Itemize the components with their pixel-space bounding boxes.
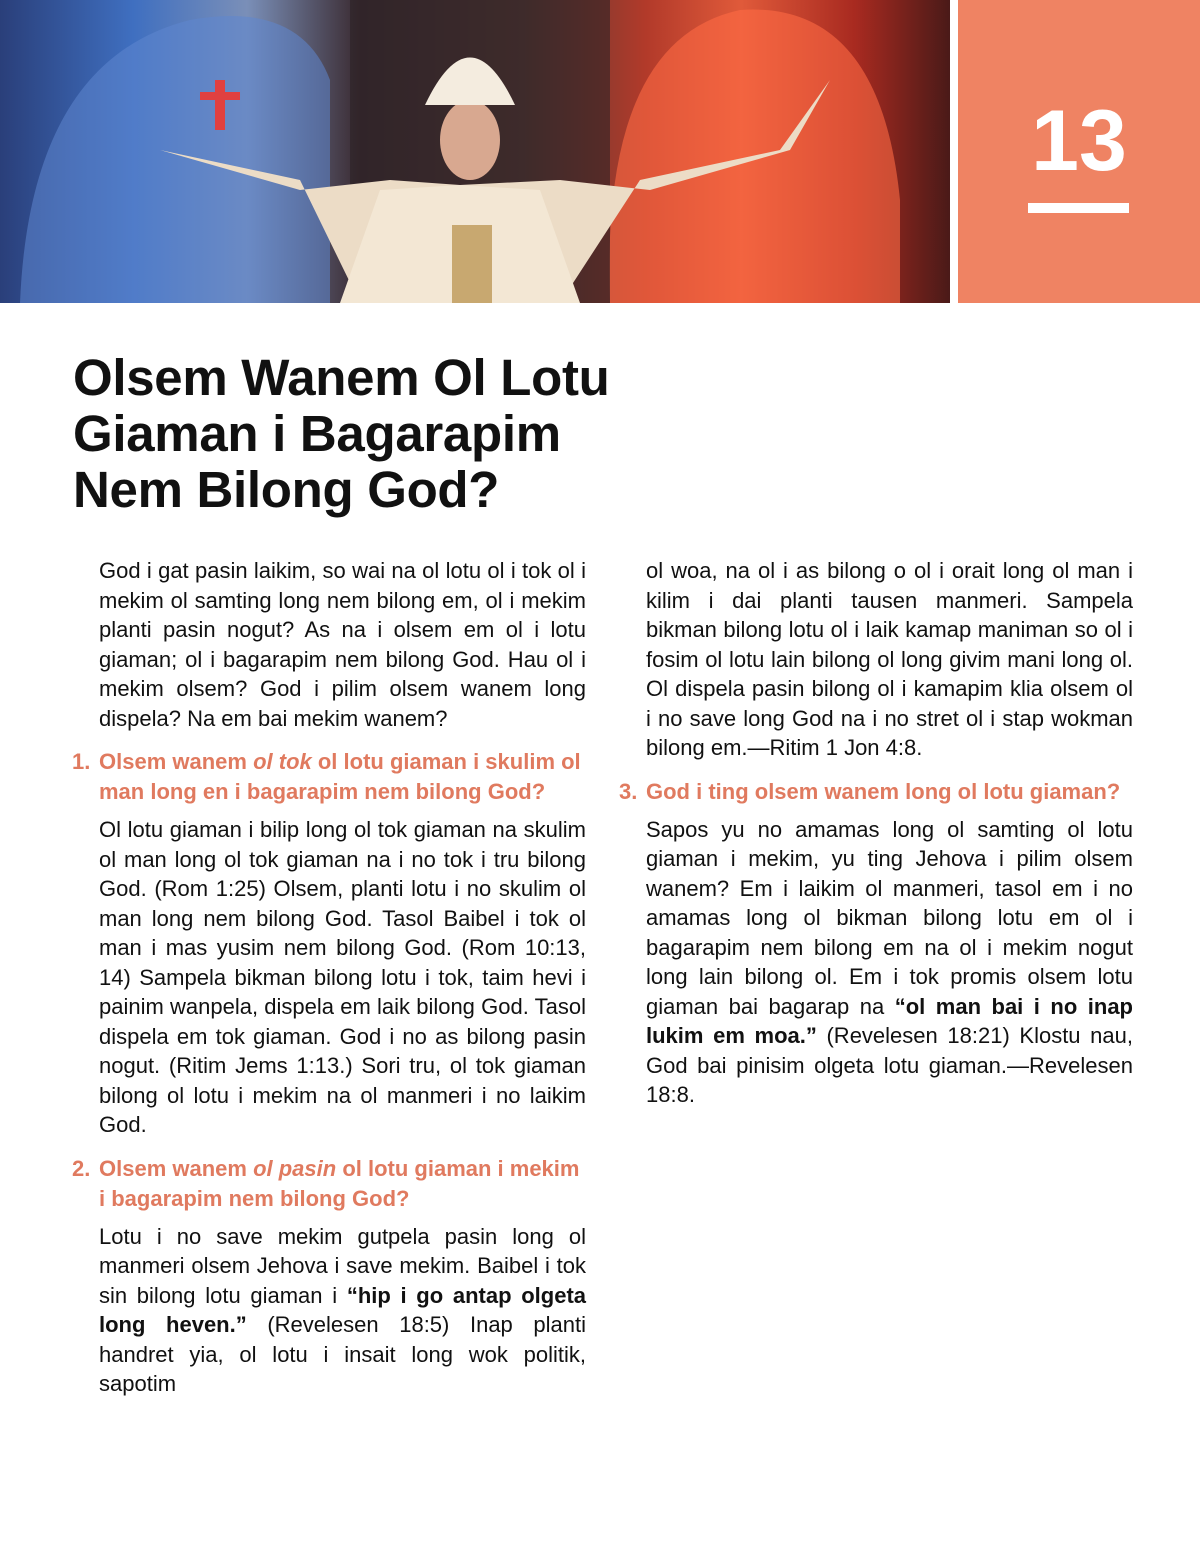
page-title: Olsem Wanem Ol Lotu Giaman i Bagarapim Nem Bilong God? bbox=[73, 349, 610, 518]
chapter-number: 13 bbox=[1031, 93, 1127, 189]
left-column bbox=[72, 556, 586, 1399]
heading-text: ol lotu giaman i skulim ol man long en i bagarapim nem bilong God? bbox=[99, 749, 581, 804]
heading-italic: ol pasin bbox=[253, 1155, 337, 1181]
question-number: 2. bbox=[72, 1155, 91, 1181]
question-heading-2 bbox=[72, 1154, 586, 1214]
chapter-underline bbox=[1028, 203, 1129, 213]
hero-illustration bbox=[0, 0, 950, 303]
question-heading-3 bbox=[619, 777, 1133, 807]
right-column bbox=[619, 556, 1133, 1110]
heading-italic: ol tok bbox=[253, 749, 312, 774]
heading-text: ol lotu giaman i mekim i bagarapim nem bilong God? bbox=[99, 1155, 580, 1211]
chapter-number-panel bbox=[958, 0, 1200, 303]
heading-text: Olsem wanem bbox=[99, 749, 254, 774]
question-number: 1. bbox=[72, 749, 91, 774]
hero-image-bishop-in-cathedral bbox=[0, 0, 950, 303]
answer-paragraph-2-continued: ol woa, na ol i as bilong o ol i orait long ol man i kilim i dai planti tausen manmeri. Sampela bikman bilong lotu ol i laik kamap maniman so ol i fosim ol lotu lain bilong ol long givim mani long ol. Ol dispela pasin bilong ol i kamapim klia olsem ol i no save long God na i no stret ol i stap wokman bilong em.—Ritim 1 Jon 4:8. bbox=[646, 558, 1133, 760]
heading-text: God i ting olsem wanem long ol lotu giaman? bbox=[646, 778, 1121, 804]
body-text: (Revelesen 18:21) Klostu nau, God bai pinisim olgeta lotu giaman.—Revelesen 18:8. bbox=[646, 1023, 1133, 1107]
question-number: 3. bbox=[619, 778, 638, 804]
answer-paragraph-3 bbox=[646, 815, 1133, 1110]
scripture-quote: “ol man bai i no inap lukim em moa.” bbox=[646, 993, 1133, 1048]
body-text: Sapos yu no amamas long ol samting ol lotu giaman i mekim, yu ting Jehova i pilim olsem wanem? Em i laikim ol manmeri, tasol em i no amamas long ol bikman bilong lotu em ol i bagarapim nem bilong em na ol i mekim nogut long lain bilong ol. Em i tok promis olsem lotu giaman bai bagarap na bbox=[646, 816, 1133, 1019]
body-text: Lotu i no save mekim gutpela pasin long ol manmeri olsem Jehova i save mekim. Baibel i tok sin bilong lotu giaman i bbox=[99, 1223, 586, 1308]
answer-paragraph-1: Ol lotu giaman i bilip long ol tok giaman na skulim ol man long ol tok giaman na i no tok i tru bilong God. (Rom 1:25) Olsem, planti lotu i no skulim ol man long nem bilong God. Tasol Baibel i tok ol man i mas yusim nem bilong God. (Rom 10:13, 14) Sampela bikman bilong lotu i tok, taim hevi i painim wanpela, dispela em laik bilong God. Tasol dispela em tok giaman. God i no as bilong pasin nogut. (Ritim Jems 1:13.) Sori tru, ol tok giaman bilong ol lotu i mekim na ol manmeri i no laikim God. bbox=[99, 817, 586, 1137]
question-heading-1 bbox=[72, 747, 586, 807]
body-text: (Revelesen 18:5) Inap planti handret yia, ol lotu i insait long wok politik, sapotim bbox=[99, 1312, 586, 1396]
heading-text: Olsem wanem bbox=[99, 1155, 254, 1181]
intro-paragraph: God i gat pasin laikim, so wai na ol lotu ol i tok ol i mekim ol samting long nem bilong em, ol i mekim planti pasin nogut? As na i olsem em ol i lotu giaman; ol i bagarapim nem bilong God. Hau ol i mekim olsem? God i pilim olsem wanem long dispela? Na em bai mekim wanem? bbox=[99, 558, 586, 731]
answer-paragraph-2 bbox=[99, 1222, 586, 1399]
scripture-quote: “hip i go antap olgeta long heven.” bbox=[99, 1282, 587, 1337]
